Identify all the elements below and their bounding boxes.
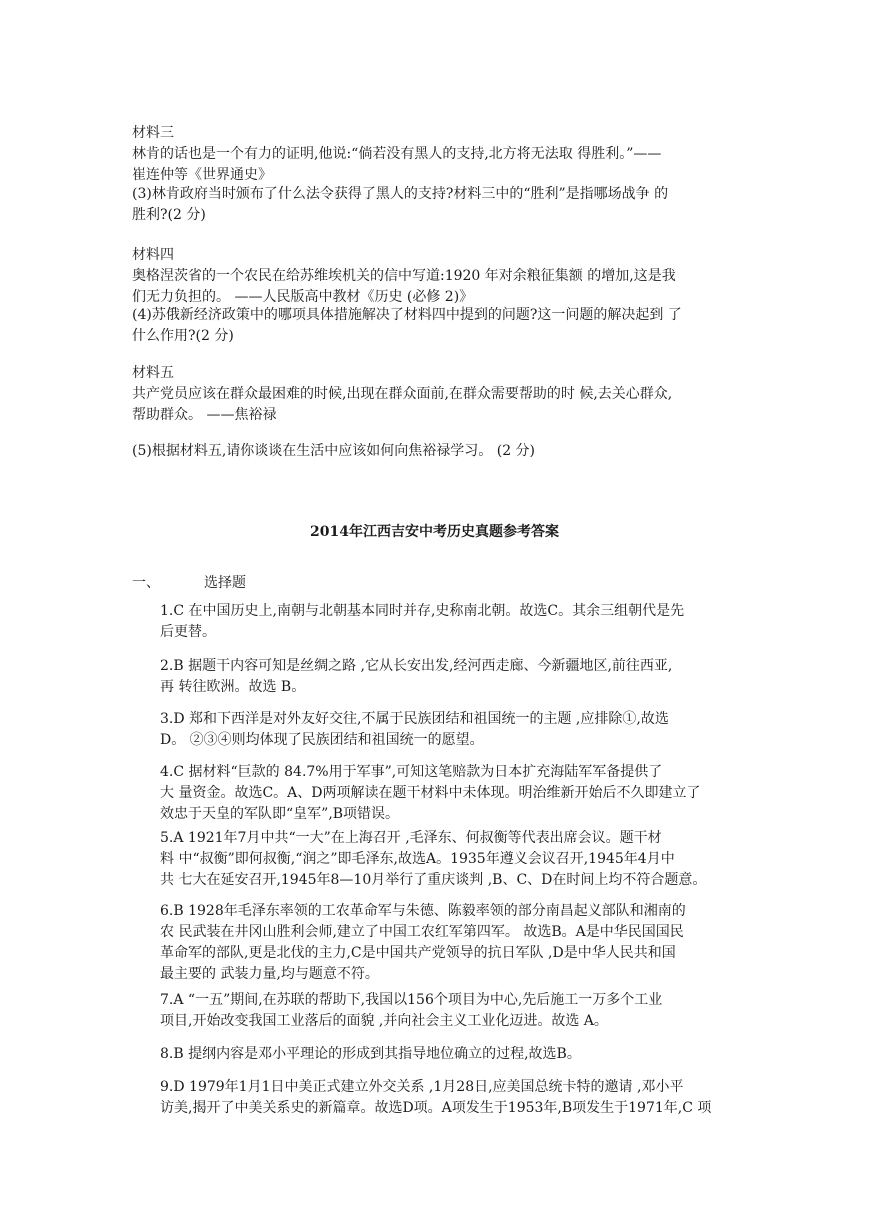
material-3-line-1: 林肯的话也是一个有力的证明,他说:“倘若没有黑人的支持,北方将无法取 得胜利。”——: [132, 146, 662, 162]
answer-item-3: [160, 709, 742, 751]
answer-line: 9.D 1979年1月1日中美正式建立外交关系 ,1月28日,应美国总统卡特的邀请 ,邓小平: [160, 1079, 684, 1095]
question-3-line-2: 胜利?(2 分): [132, 207, 206, 223]
answer-line: 最主要的 武装力量,均与题意不符。: [160, 966, 379, 982]
answer-line: 效忠于天皇的军队即“皇军”,B项错误。: [160, 806, 400, 822]
material-4-heading: 材料四: [132, 247, 174, 263]
answer-line: 访美,揭开了中美关系史的新篇章。故选D项。A项发生于1953年,B项发生于1971年,C 项: [160, 1100, 712, 1116]
material-5-heading: 材料五: [132, 365, 174, 381]
material-3-heading: 材料三: [132, 125, 174, 141]
question-4-line-1: (4)苏俄新经济政策中的哪项具体措施解决了材料四中提到的问题?这一问题的解决起到 了: [132, 307, 682, 323]
answer-line: 后更替。: [160, 624, 216, 640]
material-5-line-2: 帮助群众。 ——焦裕禄: [132, 407, 277, 423]
answer-line: 7.A “一五”期间,在苏联的帮助下,我国以156个项目为中心,先后施工一万多个工业: [160, 992, 663, 1008]
section-heading: [132, 573, 246, 594]
question-5-text: (5)根据材料五,请你谈谈在生活中应该如何向焦裕禄学习。 (2 分): [132, 443, 536, 459]
answer-item-5: [160, 828, 742, 891]
answer-line: 3.D 郑和下西洋是对外友好交往,不属于民族团结和祖国统一的主题 ,应排除①,故选: [160, 711, 669, 727]
answer-line: 共 七大在延安召开,1945年8—10月举行了重庆谈判 ,B、C、D在时间上均不符合题意。: [160, 872, 707, 888]
material-3: [132, 123, 742, 186]
material-5-line-1: 共产党员应该在群众最困难的时候,出现在群众面前,在群众需要帮助的时 候,去关心群众,: [132, 386, 673, 402]
answer-line: 再 转往欧洲。故选 B。: [160, 679, 306, 695]
material-5: [132, 363, 742, 426]
answer-line: 农 民武装在井冈山胜利会师,建立了中国工农红军第四军。 故选B。A是中华民国国民: [160, 924, 684, 940]
answer-line: 料 中“叔衡”即何叔衡,“润之”即毛泽东,故选A。1935年遵义会议召开,1945年4月中: [160, 851, 675, 867]
question-4: [132, 305, 742, 347]
answer-item-6: [160, 901, 742, 985]
answer-line: 大 量资金。故选C。A、D两项解读在题干材料中未体现。明治维新开始后不久即建立了: [160, 785, 701, 801]
section-label: 选择题: [204, 575, 246, 591]
answer-item-8: [160, 1044, 742, 1065]
answer-item-9: [160, 1077, 742, 1119]
question-4-line-2: 什么作用?(2 分): [132, 328, 234, 344]
answer-line: 4.C 据材料“巨款的 84.7%用于军事”,可知这笔赔款为日本扩充海陆军军备提供了: [160, 764, 663, 780]
answers-title: 2014年江西吉安中考历史真题参考答案: [310, 524, 559, 540]
material-4: [132, 245, 742, 308]
question-3: [132, 184, 742, 226]
answer-item-7: [160, 990, 742, 1032]
answer-item-4: [160, 762, 742, 825]
material-4-line-2: 们无力负担的。 ——人民版高中教材《历史 (必修 2)》: [132, 289, 474, 305]
material-4-line-1: 奥格涅茨省的一个农民在给苏维埃机关的信中写道:1920 年对余粮征集额 的增加,这是我: [132, 268, 676, 284]
question-3-line-1: (3)林肯政府当时颁布了什么法令获得了黑人的支持?材料三中的“胜利”是指哪场战争 的: [132, 186, 669, 202]
answer-line: 6.B 1928年毛泽东率领的工农革命军与朱德、陈毅率领的部分南昌起义部队和湘南的: [160, 903, 686, 919]
answer-line: 1.C 在中国历史上,南朝与北朝基本同时并存,史称南北朝。故选C。其余三组朝代是先: [160, 603, 685, 619]
answer-line: 革命军的部队,更是北伐的主力,C是中国共产党领导的抗日军队 ,D是中华人民共和国: [160, 945, 676, 961]
answer-item-1: [160, 601, 742, 643]
answer-line: 5.A 1921年7月中共“一大”在上海召开 ,毛泽东、何叔衡等代表出席会议。题干材: [160, 830, 662, 846]
answer-line: 项目,开始改变我国工业落后的面貌 ,并向社会主义工业化迈进。故选 A。: [160, 1013, 608, 1029]
material-3-line-2: 崔连仲等《世界通史》: [132, 167, 272, 183]
answer-item-2: [160, 656, 742, 698]
question-5: [132, 441, 742, 462]
section-number: 一、: [132, 575, 160, 591]
answer-line: 2.B 据题干内容可知是丝绸之路 ,它从长安出发,经河西走廊、今新疆地区,前往西亚,: [160, 658, 673, 674]
answer-line: D。 ②③④则均体现了民族团结和祖国统一的愿望。: [160, 732, 484, 748]
answer-line: 8.B 提纲内容是邓小平理论的形成到其指导地位确立的过程,故选B。: [160, 1046, 581, 1062]
